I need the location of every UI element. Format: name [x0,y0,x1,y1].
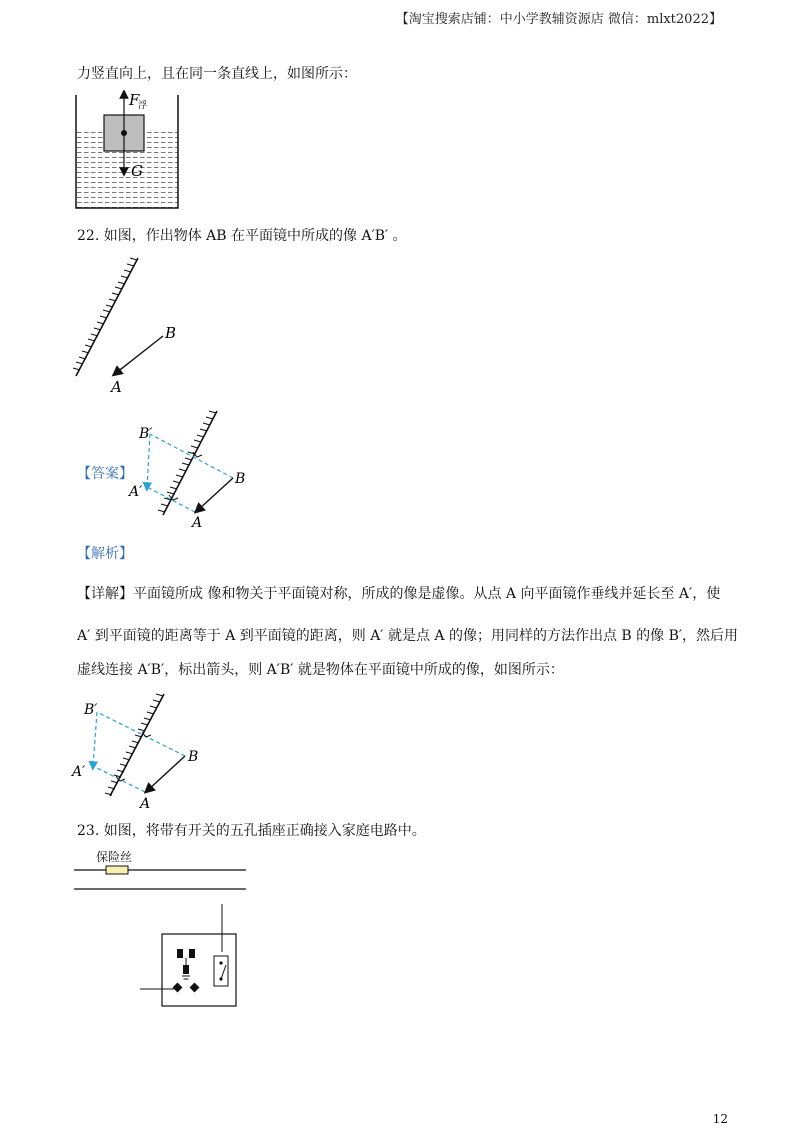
label-g: G [131,162,143,180]
intro-line: 力竖直向上，且在同一条直线上，如图所示： [77,66,357,82]
object-ab [148,756,185,790]
detail-figure [70,690,210,814]
label-b: B [235,471,246,487]
q22-number: 22. [77,228,100,244]
fuse-label: 保险丝 [96,850,133,864]
label-b: B [188,749,199,765]
object-ab [198,478,233,510]
label-a: A [111,378,122,396]
mirror [158,411,217,515]
dash-bb [97,712,185,756]
dash-bb [150,434,233,478]
label-a: A [140,796,151,812]
analysis-tag: 【解析】 [77,546,133,562]
label-b-img: B′ [84,702,98,718]
mirror [73,258,138,376]
detail-line-1 [77,584,720,604]
label-b: B [165,324,177,342]
label-f: F [129,91,140,109]
fuse [106,866,128,874]
q22-figure [68,252,193,397]
label-f-sub: 浮 [138,101,148,111]
q22-line [77,226,407,246]
detail-line-3: 虚线连接 A′B′，标出箭头，则 A′B′ 就是物体在平面镜中所成的像，如图所示： [77,662,564,678]
detail-tag: 【详解】 [77,586,133,602]
mirror [105,694,164,796]
detail-line-2: A′ 到平面镜的距离等于 A 到平面镜的距离，则 A′ 就是点 A 的像；用同样的方法作出点 B 的像 B′，然后用 [77,628,739,644]
object-ab [116,336,163,373]
label-a-img: A′ [129,484,143,500]
q23-text: 如图，将带有开关的五孔插座正确接入家庭电路中。 [103,823,426,839]
image-ab [93,712,97,766]
label-a-img: A′ [72,764,86,780]
label-b-img: B′ [139,426,153,442]
buoyancy-figure [70,90,185,212]
label-a: A [192,515,203,531]
detail-text-1: 平面镜所成 像和物关于平面镜对称，所成的像是虚像。从点 A 向平面镜作垂线并延长至 A′，使 [133,586,721,602]
socket-holes [173,949,200,992]
answer-tag: 【答案】 [77,466,133,482]
q23-number: 23. [77,823,100,839]
page-header: 【淘宝搜索店铺：中小学教辅资源店 微信：mlxt2022】 [395,12,722,27]
q22-text: 如图，作出物体 AB 在平面镜中所成的像 A′B′ 。 [103,228,407,244]
socket-frame [162,934,236,1006]
circuit-figure [70,860,250,1010]
answer-figure [125,405,255,535]
q23-line [77,821,426,841]
page-number: 12 [712,1112,728,1126]
switch [214,956,228,986]
